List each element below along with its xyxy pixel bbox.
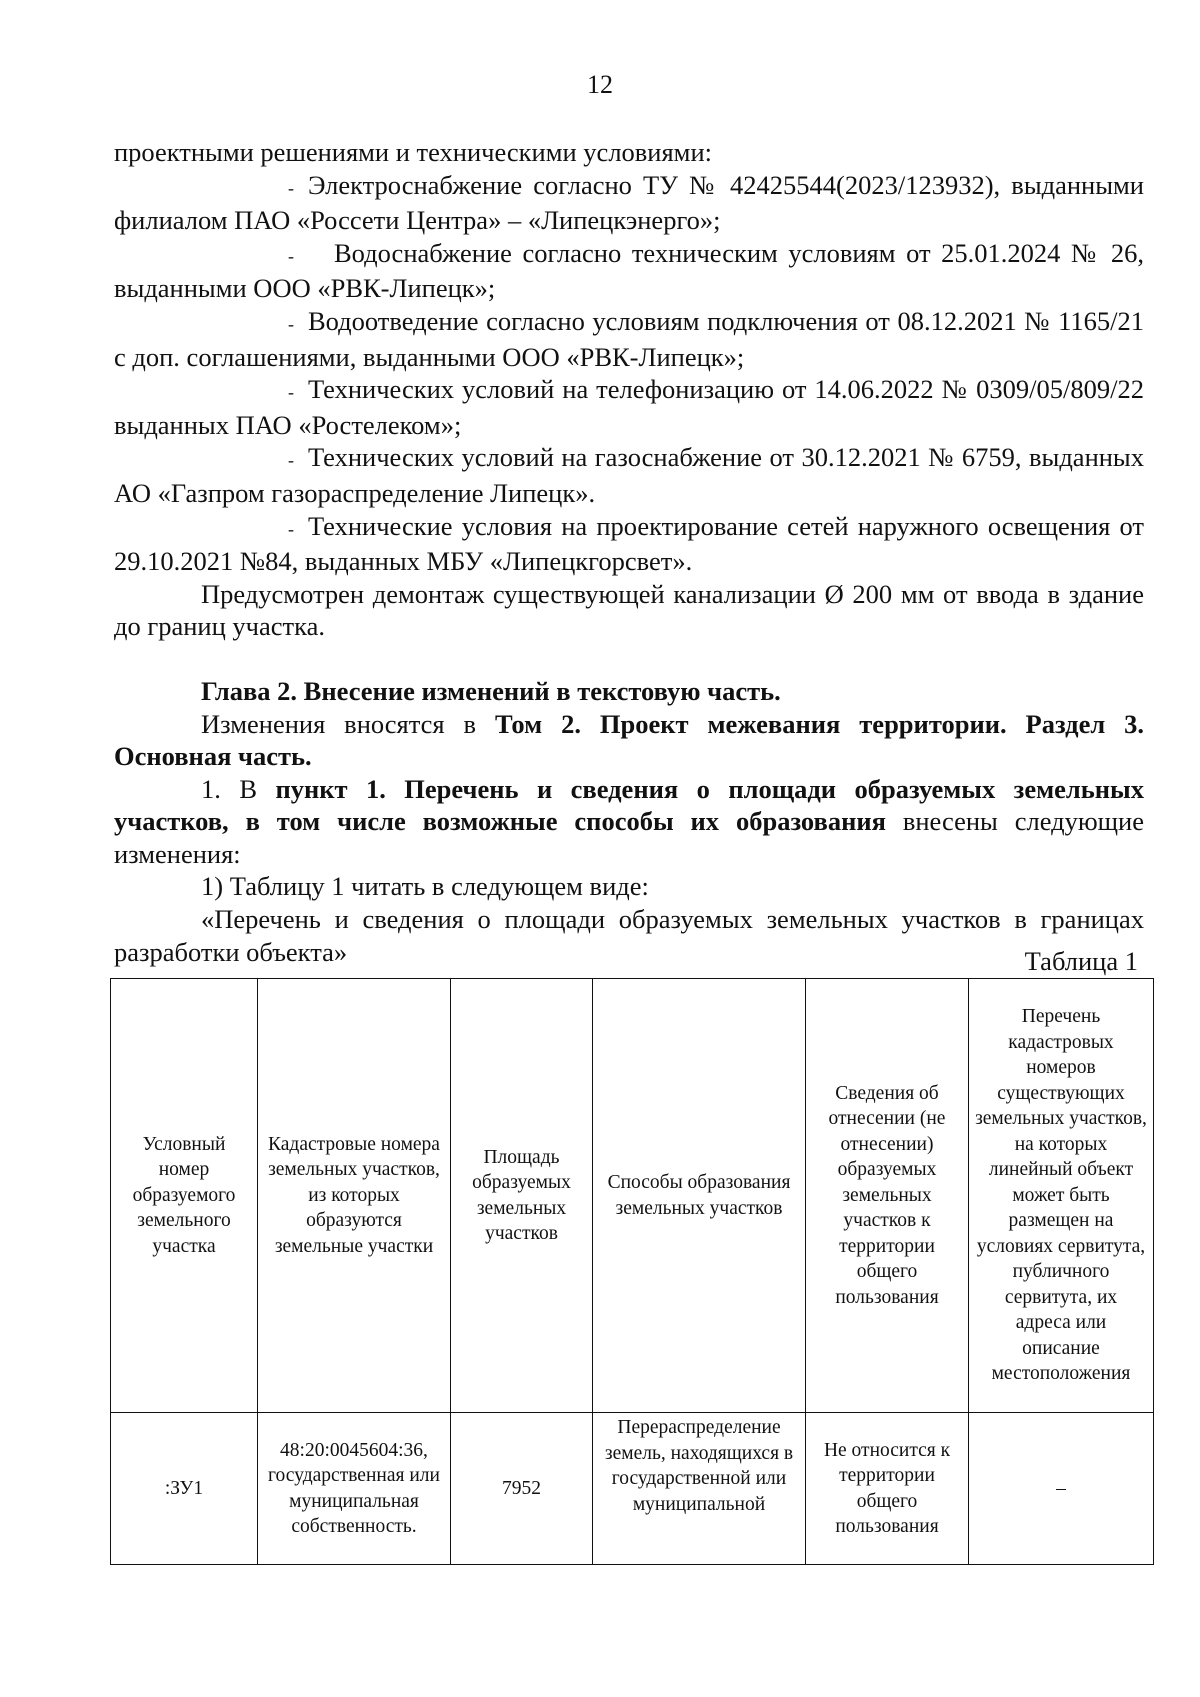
- condition-text: Электроснабжение согласно ТУ № 42425544(2023/123932), выданными филиалом ПАО «Россети Центра» – «Липецкэнерго»;: [114, 169, 1144, 236]
- table-caption: Таблица 1: [1024, 946, 1138, 976]
- dash-bullet-icon: -: [288, 518, 294, 539]
- dash-bullet-icon: -: [288, 382, 294, 403]
- condition-text: Технические условия на проектирование сетей наружного освещения от 29.10.2021 №84, выданных МБУ «Липецкгорсвет».: [114, 510, 1144, 577]
- condition-text: Водоснабжение согласно техническим условиям от 25.01.2024 № 26, выданными ООО «РВК-Липецк»;: [114, 237, 1144, 304]
- condition-item: [114, 373, 1144, 441]
- table-cell-method-text: Перераспределение земель, находящихся в государственной или муниципальной: [604, 1417, 794, 1515]
- condition-item: [114, 169, 1144, 237]
- quote-paragraph: «Перечень и сведения о площади образуемых земельных участков в границах разработки объекта»: [114, 904, 1144, 967]
- table-cell-servitude: –: [969, 1413, 1154, 1565]
- chapter-title: Глава 2. Внесение изменений в текстовую часть.: [201, 675, 781, 706]
- table-cell-number: :ЗУ1: [111, 1413, 258, 1565]
- dash-bullet-icon: -: [288, 313, 294, 334]
- table-cell-public-use: Не относится к территории общего пользования: [806, 1413, 969, 1565]
- table-row: [111, 1413, 1154, 1565]
- point-paragraph: [114, 773, 1144, 871]
- intro-paragraph: проектными решениями и техническими условиями:: [114, 137, 712, 167]
- table-header-cell: Способы образования земельных участков: [593, 979, 806, 1413]
- demolition-paragraph: Предусмотрен демонтаж существующей канализации Ø 200 мм от ввода в здание до границ участка.: [114, 578, 1144, 642]
- table-header-row: [111, 979, 1154, 1413]
- point-prefix-text: 1. В: [201, 773, 276, 804]
- condition-item: [114, 305, 1144, 373]
- dash-bullet-icon: -: [288, 450, 294, 471]
- point-suffix-text: внесены следующие изменения:: [114, 806, 1144, 869]
- condition-item: [114, 510, 1144, 578]
- table-cell-area: 7952: [451, 1413, 593, 1565]
- table-header-cell: Перечень кадастровых номеров существующих земельных участков, на которых линейный объект может быть размещен на условиях сервитута, публичного сервитута, их адреса или описание местоположения: [969, 979, 1154, 1413]
- table-cell-method: [593, 1413, 806, 1565]
- condition-text: Технических условий на телефонизацию от 14.06.2022 № 0309/05/809/22 выданных ПАО «Ростелеком»;: [114, 374, 1144, 440]
- condition-item: [114, 441, 1144, 509]
- condition-text: Технических условий на газоснабжение от 30.12.2021 № 6759, выданных АО «Газпром газораспределение Липецк».: [114, 442, 1144, 508]
- page-number: 12: [587, 70, 613, 99]
- point-bold-text: пункт 1. Перечень и сведения о площади образуемых земельных участков, в том числе возможные способы их образования: [114, 773, 1144, 837]
- condition-text: Водоотведение согласно условиям подключения от 08.12.2021 № 1165/21 с доп. соглашениями, выданными ООО «РВК-Липецк»;: [114, 305, 1144, 372]
- condition-item: [114, 237, 1144, 305]
- document-body: [114, 136, 1144, 968]
- table-header-cell: Сведения об отнесении (не отнесении) образуемых земельных участков к территории общего пользования: [806, 979, 969, 1413]
- table-cell-cadastral: 48:20:0045604:36, государственная или муниципальная собственность.: [258, 1413, 451, 1565]
- dash-bullet-icon: -: [288, 177, 294, 198]
- changes-bold-text: Том 2. Проект межевания территории. Раздел 3. Основная часть.: [114, 708, 1144, 772]
- table-header-cell: Площадь образуемых земельных участков: [451, 979, 593, 1413]
- table-header-cell: Кадастровые номера земельных участков, из которых образуются земельные участки: [258, 979, 451, 1413]
- dash-bullet-icon: -: [288, 245, 294, 266]
- changes-intro-text: Изменения вносятся в: [201, 708, 495, 739]
- subpoint-paragraph: 1) Таблицу 1 читать в следующем виде:: [201, 871, 649, 902]
- changes-paragraph: [114, 708, 1144, 773]
- table-header-cell: Условный номер образуемого земельного участка: [111, 979, 258, 1413]
- land-plots-table: [110, 978, 1154, 1565]
